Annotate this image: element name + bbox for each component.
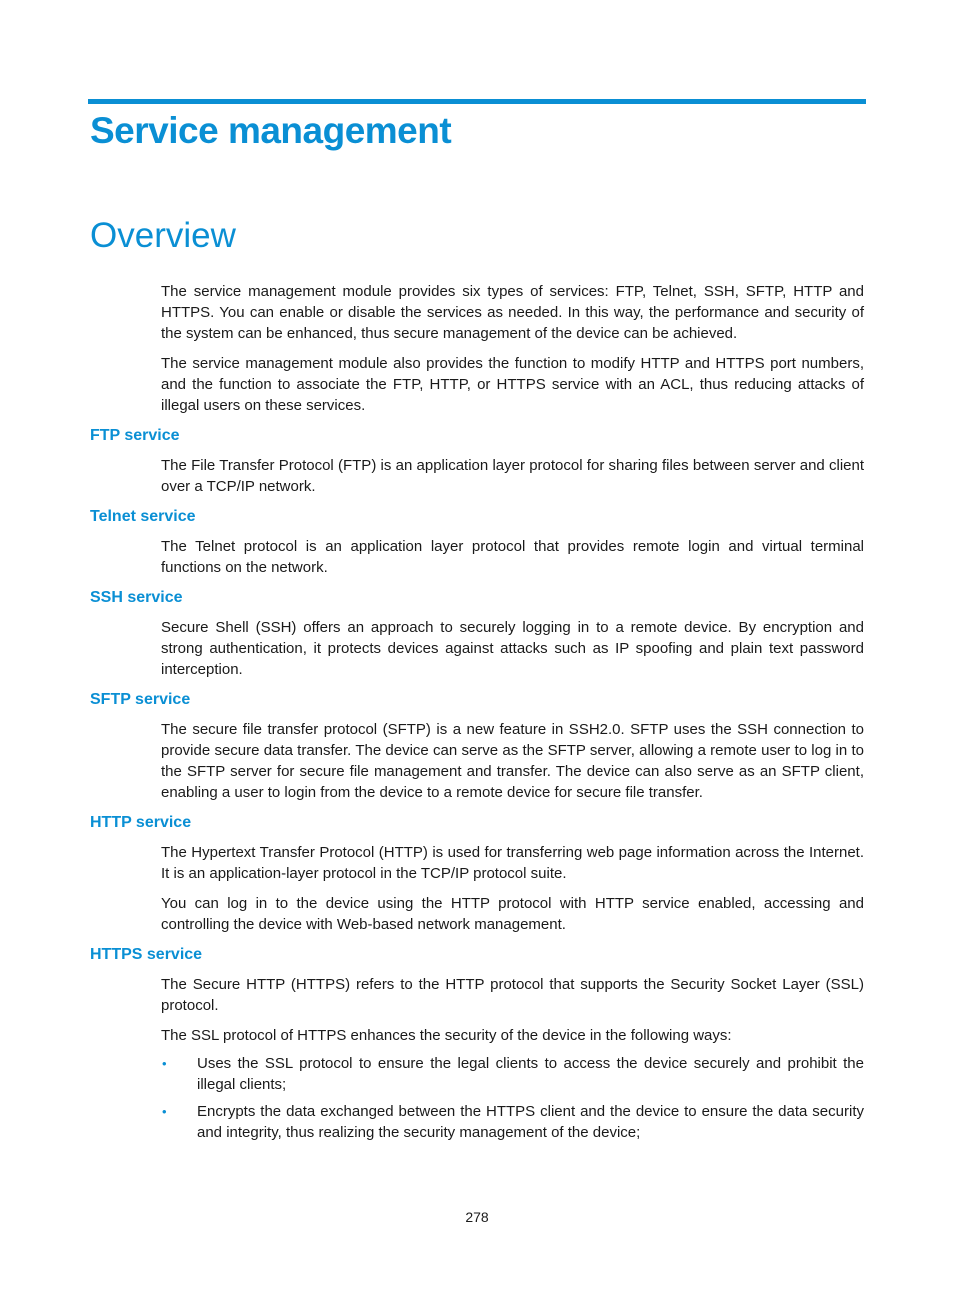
list-item-text: Uses the SSL protocol to ensure the legal clients to access the device securely and prohibit the illegal clients;	[197, 1055, 864, 1093]
list-item-text: Encrypts the data exchanged between the HTTPS client and the device to ensure the data security and integrity, thus realizing the security management of the device;	[197, 1103, 864, 1141]
bullet-icon: •	[162, 1056, 167, 1071]
chapter-rule	[88, 99, 866, 104]
page-body	[90, 281, 864, 1149]
sftp-paragraph: The secure file transfer protocol (SFTP) is a new feature in SSH2.0. SFTP uses the SSH connection to provide secure data transfer. The device can serve as the SFTP server, allowing a remote user to log in to the SFTP server for secure file management and transfer. The device can also serve as an SFTP client, enabling a user to login from the device to a remote device for secure file transfer.	[161, 721, 864, 801]
chapter-title: Service management	[90, 110, 452, 151]
subsection-title-http: HTTP service	[90, 814, 192, 831]
https-paragraph: The Secure HTTP (HTTPS) refers to the HTTP protocol that supports the Security Socket Layer (SSL) protocol.	[161, 976, 864, 1014]
https-paragraph: The SSL protocol of HTTPS enhances the security of the device in the following ways:	[161, 1027, 732, 1044]
https-bullet-list	[161, 1053, 864, 1143]
subsection-title-https: HTTPS service	[90, 946, 203, 963]
list-item	[161, 1053, 864, 1095]
page-number: 278	[465, 1209, 489, 1225]
subsection-title-ftp: FTP service	[90, 427, 180, 444]
section-title: Overview	[90, 216, 236, 255]
http-paragraph: You can log in to the device using the HTTP protocol with HTTP service enabled, accessing and controlling the device with Web-based network management.	[161, 895, 864, 933]
bullet-icon: •	[162, 1104, 167, 1119]
list-item	[161, 1101, 864, 1143]
intro-paragraph: The service management module also provides the function to modify HTTP and HTTPS port numbers, and the function to associate the FTP, HTTP, or HTTPS service with an ACL, thus reducing attacks of illegal users on these services.	[161, 355, 864, 414]
http-paragraph: The Hypertext Transfer Protocol (HTTP) is used for transferring web page information across the Internet. It is an application-layer protocol in the TCP/IP protocol suite.	[161, 844, 864, 882]
ftp-paragraph: The File Transfer Protocol (FTP) is an application layer protocol for sharing files between server and client over a TCP/IP network.	[161, 457, 864, 495]
subsection-title-ssh: SSH service	[90, 589, 183, 606]
intro-paragraph: The service management module provides six types of services: FTP, Telnet, SSH, SFTP, HTTP and HTTPS. You can enable or disable the services as needed. In this way, the performance and security of the system can be enhanced, thus secure management of the device can be achieved.	[161, 283, 864, 342]
subsection-title-sftp: SFTP service	[90, 691, 191, 708]
ssh-paragraph: Secure Shell (SSH) offers an approach to securely logging in to a remote device. By encryption and strong authentication, it protects devices against attacks such as IP spoofing and plain text password interception.	[161, 619, 864, 678]
subsection-title-telnet: Telnet service	[90, 508, 196, 525]
telnet-paragraph: The Telnet protocol is an application layer protocol that provides remote login and virtual terminal functions on the network.	[161, 538, 864, 576]
